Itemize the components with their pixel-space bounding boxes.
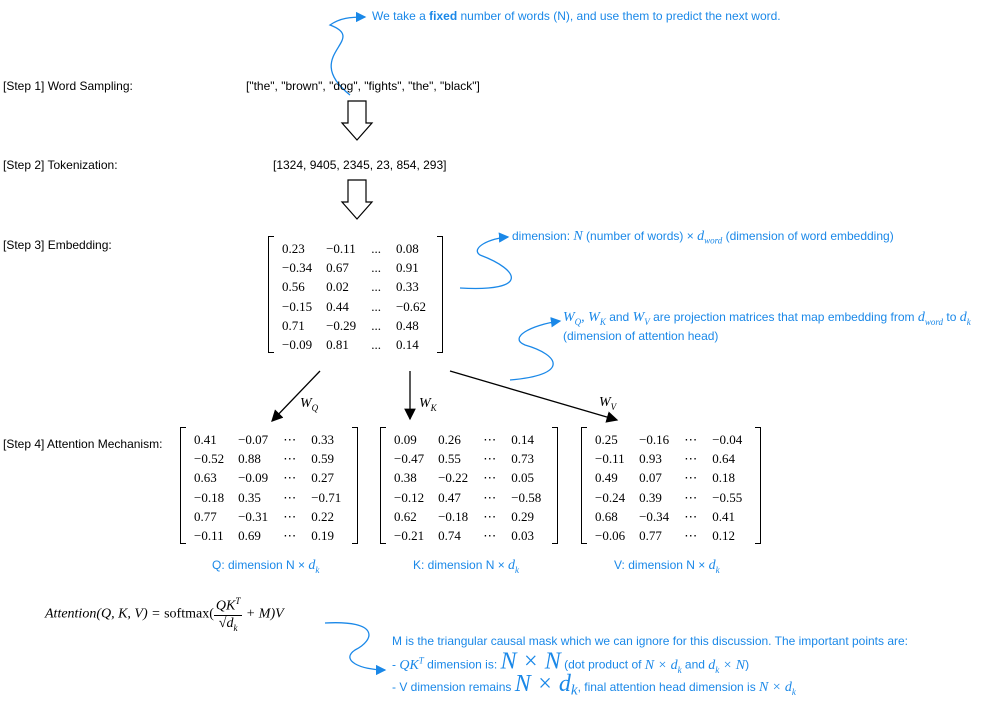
- matrix-cell: ⋯: [483, 470, 497, 486]
- embedding-note-dsub: word: [704, 235, 723, 246]
- top-note-bold: fixed: [429, 9, 458, 23]
- matrix-row: [187, 488, 348, 507]
- matrix-cell: ⋯: [483, 489, 497, 505]
- matrix-cell: ⋯: [283, 470, 297, 486]
- matrix-cell: 0.14: [395, 337, 419, 353]
- matrix-cell: ...: [371, 279, 381, 295]
- bottom-note-connector: [325, 623, 385, 670]
- matrix-cell: −0.58: [511, 489, 542, 505]
- matrix-cell: 0.88: [238, 450, 261, 466]
- formula-tail: + M)V: [242, 606, 284, 622]
- matrix-cell: 0.77: [194, 508, 217, 524]
- matrix-cell: −0.24: [595, 489, 626, 505]
- matrix-cell: −0.15: [282, 298, 313, 314]
- matrix-cell: 0.18: [712, 470, 735, 486]
- matrix-cell: ⋯: [684, 431, 698, 447]
- matrix-cell: 0.14: [511, 431, 534, 447]
- q-caption: Q: dimension $N \times d_k$: [212, 558, 320, 575]
- wq-label: $W_Q$: [300, 396, 319, 413]
- v-matrix: [581, 427, 761, 544]
- matrix-cell: 0.41: [712, 508, 735, 524]
- matrix-cell: 0.69: [238, 528, 261, 544]
- matrix-cell: 0.38: [394, 470, 417, 486]
- wv-label: $W_V$: [599, 395, 617, 412]
- k-caption: K: dimension $N \times d_k$: [413, 558, 520, 575]
- matrix-row: [387, 488, 548, 507]
- embedding-note: [512, 229, 894, 245]
- matrix-cell: 0.71: [282, 317, 305, 333]
- matrix-cell: ⋯: [684, 450, 698, 466]
- matrix-cell: 0.91: [395, 259, 419, 275]
- matrix-row: [275, 239, 433, 258]
- q-matrix: [180, 427, 358, 544]
- matrix-cell: 0.77: [639, 528, 662, 544]
- matrix-cell: −0.71: [311, 489, 342, 505]
- matrix-cell: ...: [371, 240, 381, 256]
- matrix-cell: 0.25: [595, 431, 618, 447]
- matrix-cell: −0.11: [194, 528, 224, 544]
- matrix-cell: ...: [371, 337, 381, 353]
- step2-to-step3-arrow: [342, 180, 372, 219]
- matrix-row: [187, 526, 348, 545]
- matrix-cell: ⋯: [283, 528, 297, 544]
- matrix-cell: −0.62: [395, 298, 427, 314]
- matrix-cell: 0.23: [282, 240, 305, 256]
- matrix-row: [187, 449, 348, 468]
- matrix-cell: ⋯: [684, 508, 698, 524]
- matrix-cell: ...: [371, 298, 381, 314]
- matrix-cell: ...: [371, 317, 381, 333]
- matrix-row: [187, 507, 348, 526]
- matrix-row: [387, 507, 548, 526]
- projection-note-line1a: are projection matrices that map embedding from: [649, 310, 918, 324]
- matrix-cell: −0.12: [394, 489, 425, 505]
- matrix-cell: −0.22: [438, 470, 469, 486]
- matrix-row: [588, 430, 749, 449]
- matrix-cell: −0.31: [238, 508, 269, 524]
- matrix-cell: 0.26: [438, 431, 461, 447]
- matrix-cell: 0.35: [238, 489, 261, 505]
- matrix-cell: ⋯: [483, 528, 497, 544]
- bottom-note-line1: M is the triangular causal mask which we can ignore for this discussion. The important points are:: [392, 634, 909, 648]
- matrix-cell: ⋯: [684, 528, 698, 544]
- top-note-prefix: We take a: [372, 9, 430, 23]
- matrix-cell: ⋯: [684, 470, 698, 486]
- matrix-cell: ⋯: [483, 508, 497, 524]
- matrix-cell: 0.22: [311, 508, 334, 524]
- embedding-note-d: d: [697, 229, 705, 244]
- matrix-cell: −0.18: [438, 508, 469, 524]
- matrix-cell: −0.06: [595, 528, 626, 544]
- matrix-cell: −0.11: [595, 450, 625, 466]
- matrix-cell: 0.64: [712, 450, 735, 466]
- formula-fraction: $\frac{QK^T}{√d_k}$: [215, 596, 241, 633]
- step1-to-step2-arrow: [342, 101, 372, 140]
- projection-note-line2: (dimension of attention head): [563, 328, 719, 343]
- matrix-row: [275, 278, 433, 297]
- matrix-row: [588, 449, 749, 468]
- matrix-cell: 0.33: [311, 431, 334, 447]
- matrix-cell: −0.16: [639, 431, 670, 447]
- v-matrix-table: [588, 430, 749, 546]
- v-caption: V: dimension $N \times d_k$: [614, 558, 720, 575]
- matrix-cell: 0.81: [326, 337, 349, 353]
- matrix-row: [275, 258, 433, 277]
- matrix-cell: −0.11: [326, 240, 356, 256]
- matrix-row: [588, 526, 749, 545]
- matrix-row: [588, 488, 749, 507]
- k-matrix-table: [387, 430, 548, 546]
- matrix-cell: ⋯: [283, 431, 297, 447]
- step2-value: [1324, 9405, 2345, 23, 854, 293]: [273, 158, 447, 172]
- matrix-cell: 0.19: [311, 528, 334, 544]
- matrix-cell: −0.29: [326, 317, 357, 333]
- bottom-note-line3: - V dimension remains $N \times d_k$, final attention head dimension is $N \times d_k$: [392, 671, 796, 699]
- formula-softmax: softmax(: [164, 606, 214, 622]
- matrix-cell: −0.07: [238, 431, 269, 447]
- step1-value: ["the", "brown", "dog", "fights", "the", "black"]: [246, 79, 480, 93]
- matrix-cell: 0.12: [712, 528, 735, 544]
- matrix-cell: 0.59: [311, 450, 334, 466]
- matrix-cell: 0.63: [194, 470, 217, 486]
- matrix-cell: 0.49: [595, 470, 618, 486]
- matrix-cell: −0.21: [394, 528, 425, 544]
- matrix-cell: 0.44: [326, 298, 349, 314]
- matrix-cell: −0.55: [712, 489, 743, 505]
- matrix-row: [588, 469, 749, 488]
- matrix-cell: 0.27: [311, 470, 334, 486]
- projection-note-connector: [510, 321, 560, 380]
- embedding-matrix-table: [275, 239, 433, 355]
- matrix-row: [275, 297, 433, 316]
- matrix-row: [275, 335, 433, 354]
- embedding-note-c: (dimension of word embedding): [722, 229, 894, 243]
- step1-label: [Step 1] Word Sampling:: [3, 79, 133, 93]
- matrix-cell: ⋯: [283, 489, 297, 505]
- matrix-cell: 0.67: [326, 259, 349, 275]
- formula-lhs: Attention(Q, K, V) =: [45, 606, 165, 622]
- attention-formula: [45, 596, 284, 632]
- step2-label: [Step 2] Tokenization:: [3, 158, 118, 172]
- matrix-cell: 0.03: [511, 528, 534, 544]
- matrix-cell: ...: [371, 259, 381, 275]
- matrix-cell: 0.73: [511, 450, 534, 466]
- embedding-matrix: [268, 236, 443, 353]
- embedding-note-a: dimension:: [512, 229, 574, 243]
- matrix-cell: 0.08: [395, 240, 419, 256]
- matrix-row: [387, 469, 548, 488]
- top-note-suffix: number of words (N), and use them to predict the next word.: [457, 9, 781, 23]
- matrix-cell: ⋯: [283, 450, 297, 466]
- wk-label: $W_K$: [419, 396, 437, 413]
- step4-label: [Step 4] Attention Mechanism:: [3, 437, 163, 451]
- k-matrix: [380, 427, 558, 544]
- matrix-row: [588, 507, 749, 526]
- matrix-cell: 0.02: [326, 279, 349, 295]
- matrix-row: [187, 430, 348, 449]
- matrix-cell: 0.39: [639, 489, 662, 505]
- matrix-cell: 0.74: [438, 528, 461, 544]
- matrix-cell: 0.29: [511, 508, 534, 524]
- matrix-row: [387, 526, 548, 545]
- matrix-cell: −0.09: [238, 470, 269, 486]
- matrix-cell: −0.09: [282, 337, 313, 353]
- matrix-row: [275, 316, 433, 335]
- matrix-cell: 0.33: [395, 279, 419, 295]
- matrix-cell: ⋯: [684, 489, 698, 505]
- matrix-cell: 0.09: [394, 431, 417, 447]
- embedding-note-b: (number of words) ×: [582, 229, 698, 243]
- matrix-cell: 0.55: [438, 450, 461, 466]
- projection-note-line1: $W_Q$, $W_K$ and $W_V$ are projection matrices that map embedding from $d_{word}$ to $d_k$: [563, 310, 971, 327]
- matrix-cell: 0.41: [194, 431, 217, 447]
- matrix-cell: −0.18: [194, 489, 225, 505]
- matrix-cell: −0.34: [639, 508, 670, 524]
- q-matrix-table: [187, 430, 348, 546]
- matrix-cell: ⋯: [283, 508, 297, 524]
- matrix-cell: 0.48: [395, 317, 419, 333]
- matrix-cell: 0.68: [595, 508, 618, 524]
- projection-note-line1b: to: [943, 310, 960, 324]
- matrix-cell: ⋯: [483, 450, 497, 466]
- matrix-cell: 0.07: [639, 470, 662, 486]
- matrix-cell: 0.05: [511, 470, 534, 486]
- matrix-row: [187, 469, 348, 488]
- matrix-cell: 0.62: [394, 508, 417, 524]
- matrix-cell: −0.47: [394, 450, 425, 466]
- wv-arrow: [450, 371, 617, 420]
- embedding-note-n: N: [573, 229, 583, 244]
- embedding-note-connector: [460, 237, 511, 288]
- matrix-cell: ⋯: [483, 431, 497, 447]
- matrix-row: [387, 449, 548, 468]
- matrix-row: [387, 430, 548, 449]
- projection-note: [563, 310, 971, 343]
- matrix-cell: −0.34: [282, 259, 313, 275]
- matrix-cell: −0.04: [712, 431, 743, 447]
- bottom-note-line2: - $QK^T$ dimension is: N × N (dot product of $N \times d_k$ and $d_k \times N$): [392, 648, 750, 675]
- step3-label: [Step 3] Embedding:: [3, 238, 112, 252]
- matrix-cell: 0.93: [639, 450, 662, 466]
- matrix-cell: 0.56: [282, 279, 305, 295]
- matrix-cell: −0.52: [194, 450, 225, 466]
- matrix-cell: 0.47: [438, 489, 461, 505]
- top-note: [372, 9, 781, 23]
